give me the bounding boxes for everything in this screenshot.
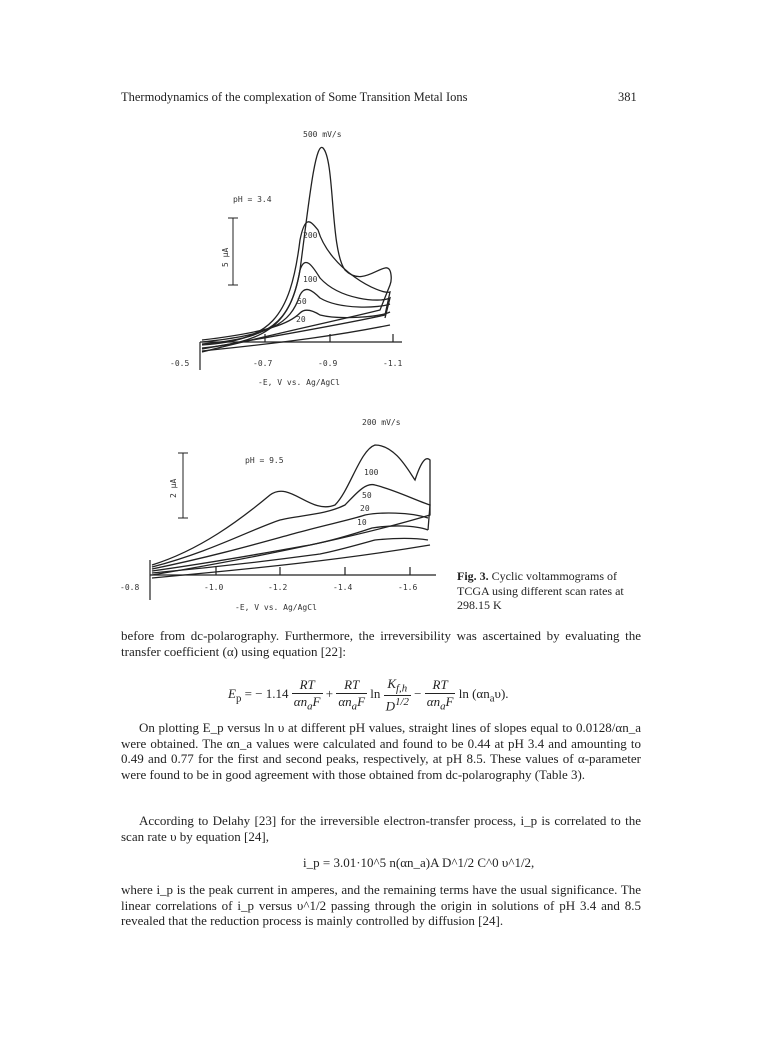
eq1-plus: +	[325, 685, 334, 701]
eq1-frac2-den-sub: a	[351, 700, 358, 713]
top-x-tick: -0.9	[318, 359, 338, 368]
eq1-tail-sub: a	[489, 692, 495, 705]
bottom-x-tick: -1.6	[398, 583, 418, 592]
eq1-frac3-num-sub: f,h	[396, 682, 408, 695]
bottom-curve-label: 10	[357, 518, 367, 527]
eq1-lhs: E	[228, 685, 236, 701]
bottom-x-tick: -0.8	[120, 583, 140, 592]
eq1-frac3-den-main: D	[385, 697, 396, 713]
paragraph-3: According to Delahy [23] for the irreversible electron-transfer process, i_p is correlated to the scan rate υ by equation [24],	[121, 813, 641, 844]
paragraph-1: before from dc-polarography. Furthermore, the irreversibility was ascertained by evaluating the transfer coefficient (α) using equation [22]:	[121, 628, 641, 659]
eq1-frac2	[336, 677, 367, 713]
top-curve-label: 50	[297, 297, 307, 306]
eq1-tail: ln (αn	[458, 685, 490, 701]
bottom-x-tick: -1.0	[204, 583, 224, 592]
eq1-frac1-num: RT	[292, 677, 323, 694]
top-curve-label: 100	[303, 275, 318, 284]
bottom-curve-label: 20	[360, 504, 370, 513]
bottom-curve-label: 100	[364, 468, 379, 477]
eq1-frac4-den-main: αn	[426, 694, 441, 710]
eq1-frac2-den-tail: F	[357, 694, 366, 710]
eq1-frac3-num	[384, 676, 411, 696]
top-x-tick: -0.7	[253, 359, 273, 368]
eq1-lhs-sub: p	[235, 692, 242, 705]
eq1-frac1-den	[292, 694, 323, 713]
eq1-frac1	[292, 677, 323, 713]
top-scan-rate-title: 500 mV/s	[303, 130, 342, 139]
bottom-curve-label: 50	[362, 491, 372, 500]
bottom-x-axis-label: -E, V vs. Ag/AgCl	[235, 603, 317, 612]
eq1-ln: ln	[370, 685, 381, 701]
eq1-tail-end: υ).	[494, 685, 509, 701]
top-curve-label: 20	[296, 315, 306, 324]
caption-label: Fig. 3.	[457, 569, 489, 583]
bottom-scan-rate-title: 200 mV/s	[362, 418, 401, 427]
equation-2: i_p = 3.01·10^5 n(αn_a)A D^1/2 C^0 υ^1/2,	[303, 855, 535, 870]
eq1-frac3-den-sup: 1/2	[395, 695, 409, 708]
eq1-frac1-den-sub: a	[307, 700, 313, 713]
bottom-scale-label: 2 μA	[169, 478, 178, 498]
bottom-scale-bar	[178, 453, 188, 518]
top-x-tick: -0.5	[170, 359, 190, 368]
eq1-frac2-num: RT	[336, 677, 367, 694]
eq1-coef: = − 1.14	[244, 685, 289, 701]
eq1-frac4-den	[425, 694, 456, 713]
figure-3	[120, 120, 460, 630]
bottom-x-axis	[150, 560, 436, 600]
eq1-frac2-den	[336, 694, 367, 713]
bottom-x-tick: -1.4	[333, 583, 353, 592]
eq1-frac3-den	[384, 696, 411, 714]
equation-1	[228, 676, 509, 714]
bottom-x-tick: -1.2	[268, 583, 288, 592]
bottom-ph-label: pH = 9.5	[245, 456, 284, 465]
top-ph-label: pH = 3.4	[233, 195, 272, 204]
eq1-frac4	[425, 677, 456, 713]
eq1-frac4-num: RT	[425, 677, 456, 694]
top-curve-label: 200	[303, 231, 318, 240]
eq1-frac3	[384, 676, 411, 714]
top-scale-label: 5 μA	[221, 247, 230, 267]
top-x-tick: -1.1	[383, 359, 403, 368]
caption-text: Cyclic voltammograms of TCGA using different scan rates at 298.15 K	[457, 569, 624, 612]
eq1-frac3-num-main: K	[387, 676, 397, 691]
page-number: 381	[618, 90, 637, 104]
eq1-frac2-den-main: αn	[338, 694, 352, 710]
top-x-axis-label: -E, V vs. Ag/AgCl	[258, 378, 340, 387]
paragraph-4: where i_p is the peak current in amperes, and the remaining terms have the usual significance. The linear correlations of i_p versus υ^1/2 passing through the origin in solutions of pH 3.4 and 8.5 revealed that the reduction process is mainly controlled by diffusion [24].	[121, 882, 641, 928]
eq1-frac1-den-main: αn	[293, 694, 308, 710]
paragraph-2: On plotting E_p versus ln υ at different pH values, straight lines of slopes equal to 0.0128/αn_a were obtained. The αn_a values were calculated and found to be 0.44 at pH 3.4 and amounting to 0.49 and 0.77 for the first and second peaks, respectively, at pH 8.5. These values of α-parameter were found to be in good agreement with those obtained from dc-polarography (Table 3).	[121, 720, 641, 782]
eq1-minus: −	[414, 685, 422, 701]
eq1-frac4-den-sub: a	[440, 700, 446, 713]
eq1-frac1-den-tail: F	[312, 694, 321, 710]
bottom-voltammograms	[152, 445, 430, 578]
running-title: Thermodynamics of the complexation of Some Transition Metal Ions	[121, 90, 468, 104]
eq1-frac4-den-tail: F	[445, 694, 454, 710]
figure-caption	[457, 569, 642, 613]
